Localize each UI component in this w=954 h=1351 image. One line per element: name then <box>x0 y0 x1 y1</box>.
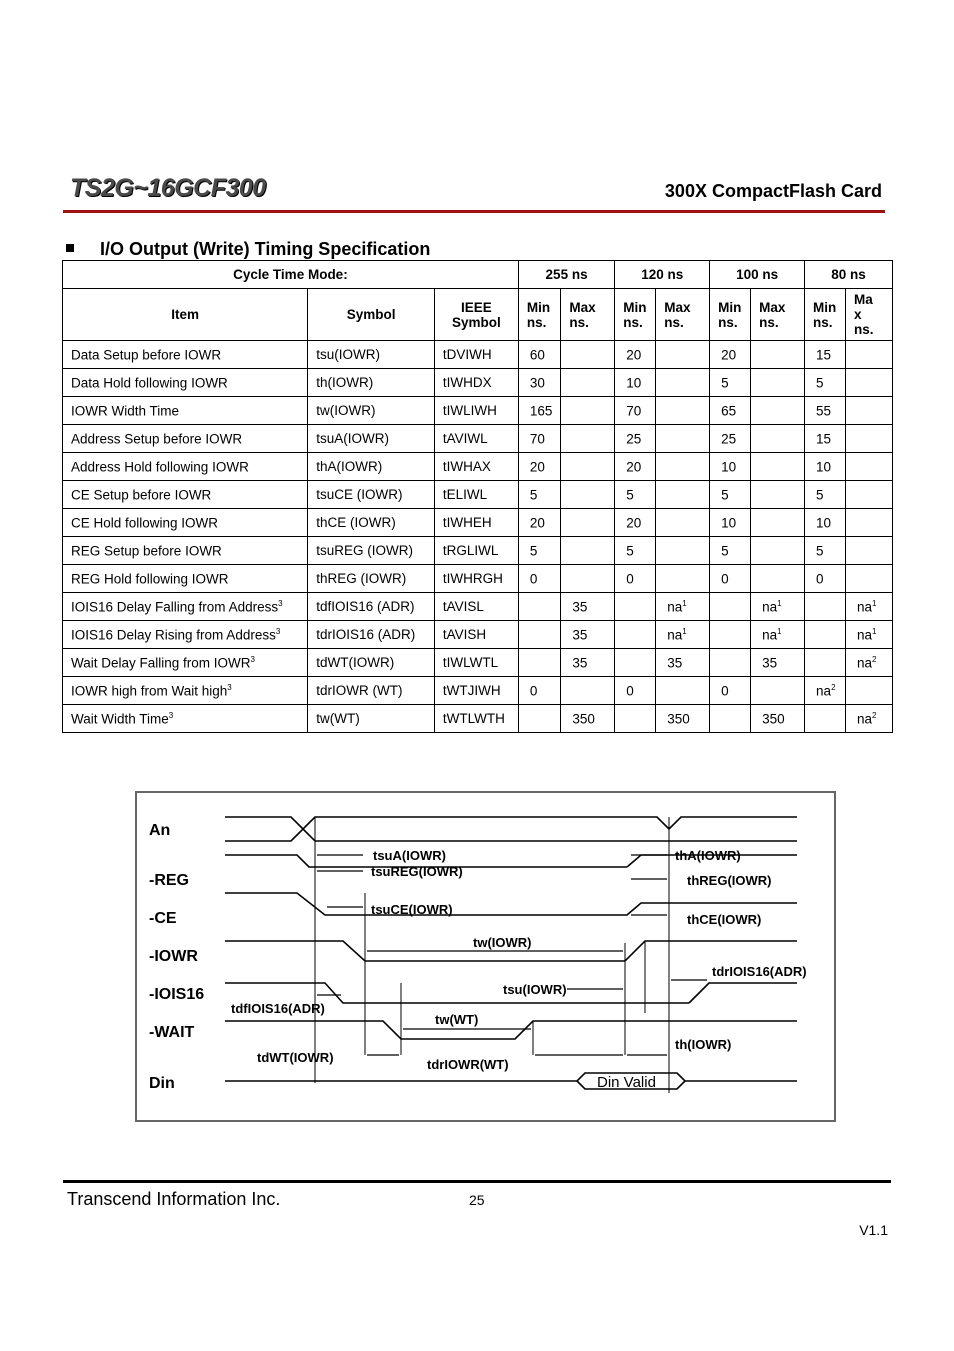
table-header-columns <box>63 289 893 341</box>
table-row <box>63 705 893 733</box>
col-symbol: Symbol <box>308 289 435 341</box>
col-max: Max ns. <box>656 289 710 341</box>
item-cell: Wait Delay Falling from IOWR$^3$ <box>63 649 308 677</box>
mode-header: 80 ns <box>805 261 893 289</box>
value-cell <box>561 453 615 481</box>
signal-an: An <box>149 822 171 839</box>
value-cell <box>518 649 561 677</box>
label-tha: thA(IOWR) <box>675 848 741 863</box>
item-cell: REG Hold following IOWR <box>63 565 308 593</box>
ieee-cell: tIWHAX <box>434 453 518 481</box>
signal-iowr: -IOWR <box>149 948 198 965</box>
value-cell: 10 <box>805 453 846 481</box>
value-cell: $na^2$ <box>846 705 893 733</box>
value-cell: 25 <box>615 425 656 453</box>
value-cell <box>561 341 615 369</box>
col-min: Min ns. <box>710 289 751 341</box>
value-cell <box>656 677 710 705</box>
value-cell: 350 <box>751 705 805 733</box>
square-bullet-icon <box>66 244 74 252</box>
table-row <box>63 537 893 565</box>
value-cell <box>561 537 615 565</box>
timing-table <box>62 260 893 733</box>
label-th-iowr: th(IOWR) <box>675 1037 732 1052</box>
value-cell: 10 <box>710 509 751 537</box>
label-tsua: tsuA(IOWR) <box>373 848 446 863</box>
value-cell <box>561 481 615 509</box>
value-cell <box>710 649 751 677</box>
value-cell: 0 <box>518 677 561 705</box>
item-cell: IOWR high from Wait high$^3$ <box>63 677 308 705</box>
value-cell: 55 <box>805 397 846 425</box>
value-cell <box>615 649 656 677</box>
value-cell: 10 <box>710 453 751 481</box>
value-cell <box>846 397 893 425</box>
value-cell <box>710 705 751 733</box>
value-cell <box>751 369 805 397</box>
label-tw-iowr: tw(IOWR) <box>473 935 532 950</box>
table-row <box>63 565 893 593</box>
value-cell <box>751 537 805 565</box>
symbol-cell: th(IOWR) <box>308 369 435 397</box>
value-cell: 35 <box>561 593 615 621</box>
ieee-cell: tIWHRGH <box>434 565 518 593</box>
symbol-cell: tsuCE (IOWR) <box>308 481 435 509</box>
value-cell <box>805 621 846 649</box>
value-cell <box>615 621 656 649</box>
col-max: Max ns. <box>751 289 805 341</box>
label-thce: thCE(IOWR) <box>687 912 762 927</box>
signal-wait: -WAIT <box>149 1024 195 1041</box>
value-cell <box>846 677 893 705</box>
value-cell: 20 <box>518 453 561 481</box>
value-cell <box>656 481 710 509</box>
symbol-cell: tdWT(IOWR) <box>308 649 435 677</box>
value-cell <box>561 397 615 425</box>
label-tdriowr: tdrIOWR(WT) <box>427 1057 509 1072</box>
signal-ce: -CE <box>149 910 177 927</box>
mode-header: 100 ns <box>710 261 805 289</box>
value-cell <box>561 369 615 397</box>
table-row <box>63 369 893 397</box>
signal-reg: -REG <box>149 872 189 889</box>
symbol-cell: tsu(IOWR) <box>308 341 435 369</box>
value-cell <box>656 537 710 565</box>
table-row <box>63 621 893 649</box>
value-cell <box>561 509 615 537</box>
page-number: 25 <box>469 1192 485 1208</box>
label-tdriois16: tdrIOIS16(ADR) <box>712 964 807 979</box>
ieee-cell: tWTJIWH <box>434 677 518 705</box>
timing-diagram <box>135 791 836 1122</box>
value-cell <box>656 453 710 481</box>
section-title: I/O Output (Write) Timing Specification <box>100 239 431 259</box>
value-cell: 0 <box>518 565 561 593</box>
value-cell: 35 <box>751 649 805 677</box>
label-tdfiois16: tdfIOIS16(ADR) <box>231 1001 325 1016</box>
value-cell <box>846 369 893 397</box>
col-item: Item <box>63 289 308 341</box>
value-cell: 350 <box>656 705 710 733</box>
value-cell <box>805 593 846 621</box>
item-cell: Data Setup before IOWR <box>63 341 308 369</box>
value-cell <box>751 565 805 593</box>
value-cell: 0 <box>615 677 656 705</box>
table-row <box>63 677 893 705</box>
value-cell <box>518 705 561 733</box>
table-row <box>63 481 893 509</box>
value-cell: 35 <box>656 649 710 677</box>
value-cell <box>518 621 561 649</box>
value-cell <box>656 509 710 537</box>
version-label: V1.1 <box>859 1222 888 1238</box>
value-cell: 65 <box>710 397 751 425</box>
ieee-cell: tIWLWTL <box>434 649 518 677</box>
ieee-cell: tIWHEH <box>434 509 518 537</box>
signal-din: Din <box>149 1075 175 1092</box>
symbol-cell: tdrIOWR (WT) <box>308 677 435 705</box>
mode-header: 120 ns <box>615 261 710 289</box>
value-cell: 70 <box>615 397 656 425</box>
value-cell <box>561 425 615 453</box>
symbol-cell: thREG (IOWR) <box>308 565 435 593</box>
value-cell: 5 <box>518 481 561 509</box>
symbol-cell: tw(IOWR) <box>308 397 435 425</box>
table-row <box>63 649 893 677</box>
value-cell <box>656 369 710 397</box>
symbol-cell: tdfIOIS16 (ADR) <box>308 593 435 621</box>
value-cell: $na^2$ <box>846 649 893 677</box>
value-cell: 35 <box>561 621 615 649</box>
table-row <box>63 509 893 537</box>
value-cell: 5 <box>710 481 751 509</box>
item-cell: Address Hold following IOWR <box>63 453 308 481</box>
label-tdwt: tdWT(IOWR) <box>257 1050 334 1065</box>
value-cell <box>656 425 710 453</box>
item-cell: IOWR Width Time <box>63 397 308 425</box>
value-cell: $na^1$ <box>751 593 805 621</box>
table-row <box>63 341 893 369</box>
signal-iois16: -IOIS16 <box>149 986 205 1003</box>
value-cell: 60 <box>518 341 561 369</box>
symbol-cell: tw(WT) <box>308 705 435 733</box>
value-cell <box>751 341 805 369</box>
company-name: Transcend Information Inc. <box>67 1189 281 1209</box>
value-cell: 20 <box>615 509 656 537</box>
label-threg: thREG(IOWR) <box>687 873 772 888</box>
ieee-cell: tIWHDX <box>434 369 518 397</box>
table-row <box>63 397 893 425</box>
value-cell: 5 <box>615 537 656 565</box>
item-cell: CE Hold following IOWR <box>63 509 308 537</box>
value-cell <box>561 677 615 705</box>
value-cell: 5 <box>710 537 751 565</box>
symbol-cell: thCE (IOWR) <box>308 509 435 537</box>
value-cell <box>846 481 893 509</box>
value-cell <box>751 453 805 481</box>
value-cell: 165 <box>518 397 561 425</box>
ieee-cell: tDVIWH <box>434 341 518 369</box>
symbol-cell: thA(IOWR) <box>308 453 435 481</box>
value-cell: 70 <box>518 425 561 453</box>
symbol-cell: tsuA(IOWR) <box>308 425 435 453</box>
value-cell: 10 <box>615 369 656 397</box>
ieee-cell: tAVIWL <box>434 425 518 453</box>
value-cell: 350 <box>561 705 615 733</box>
footer-divider <box>63 1180 891 1183</box>
item-cell: Wait Width Time$^3$ <box>63 705 308 733</box>
value-cell: $na^1$ <box>656 621 710 649</box>
value-cell <box>751 509 805 537</box>
value-cell: 5 <box>805 537 846 565</box>
value-cell <box>846 453 893 481</box>
label-tsureg: tsuREG(IOWR) <box>371 864 463 879</box>
label-tsu-iowr: tsu(IOWR) <box>503 982 567 997</box>
value-cell: 5 <box>805 369 846 397</box>
ieee-cell: tRGLIWL <box>434 537 518 565</box>
product-logo: TS2G~16GCF300 <box>70 174 266 202</box>
col-min: Min ns. <box>518 289 561 341</box>
col-min: Min ns. <box>615 289 656 341</box>
value-cell: 15 <box>805 341 846 369</box>
document-title: 300X CompactFlash Card <box>664 181 882 201</box>
value-cell: 20 <box>710 341 751 369</box>
col-min: Min ns. <box>805 289 846 341</box>
item-cell: Address Setup before IOWR <box>63 425 308 453</box>
value-cell <box>615 705 656 733</box>
value-cell: $na^2$ <box>805 677 846 705</box>
label-tsuce: tsuCE(IOWR) <box>371 902 453 917</box>
value-cell <box>751 425 805 453</box>
value-cell <box>751 677 805 705</box>
value-cell <box>656 341 710 369</box>
value-cell: 25 <box>710 425 751 453</box>
col-max: Max ns. <box>561 289 615 341</box>
value-cell: 0 <box>710 565 751 593</box>
value-cell: 20 <box>615 453 656 481</box>
value-cell: $na^1$ <box>751 621 805 649</box>
ieee-cell: tELIWL <box>434 481 518 509</box>
value-cell: 35 <box>561 649 615 677</box>
item-cell: IOIS16 Delay Falling from Address$^3$ <box>63 593 308 621</box>
value-cell: 15 <box>805 425 846 453</box>
value-cell <box>710 621 751 649</box>
symbol-cell: tdrIOIS16 (ADR) <box>308 621 435 649</box>
item-cell: REG Setup before IOWR <box>63 537 308 565</box>
table-row <box>63 593 893 621</box>
value-cell <box>846 425 893 453</box>
value-cell: 5 <box>805 481 846 509</box>
value-cell <box>846 537 893 565</box>
value-cell <box>656 397 710 425</box>
value-cell: 0 <box>615 565 656 593</box>
value-cell <box>805 705 846 733</box>
ieee-cell: tWTLWTH <box>434 705 518 733</box>
value-cell: 5 <box>710 369 751 397</box>
value-cell <box>518 593 561 621</box>
value-cell <box>656 565 710 593</box>
value-cell <box>846 565 893 593</box>
value-cell: 5 <box>518 537 561 565</box>
value-cell: 20 <box>518 509 561 537</box>
value-cell <box>751 481 805 509</box>
value-cell: 10 <box>805 509 846 537</box>
value-cell <box>846 341 893 369</box>
section-heading <box>66 239 430 260</box>
mode-header: 255 ns <box>518 261 614 289</box>
table-row <box>63 425 893 453</box>
symbol-cell: tsuREG (IOWR) <box>308 537 435 565</box>
item-cell: Data Hold following IOWR <box>63 369 308 397</box>
item-cell: CE Setup before IOWR <box>63 481 308 509</box>
cycle-mode-label: Cycle Time Mode: <box>63 261 519 289</box>
value-cell: 0 <box>805 565 846 593</box>
ieee-cell: tAVISL <box>434 593 518 621</box>
col-max: Ma x ns. <box>846 289 893 341</box>
value-cell <box>805 649 846 677</box>
value-cell <box>846 509 893 537</box>
value-cell: 5 <box>615 481 656 509</box>
value-cell: 0 <box>710 677 751 705</box>
table-header-modes <box>63 261 893 289</box>
header-divider <box>63 210 885 213</box>
value-cell <box>561 565 615 593</box>
ieee-cell: tIWLIWH <box>434 397 518 425</box>
value-cell: $na^1$ <box>846 593 893 621</box>
value-cell: 30 <box>518 369 561 397</box>
item-cell: IOIS16 Delay Rising from Address$^3$ <box>63 621 308 649</box>
value-cell <box>615 593 656 621</box>
col-ieee: IEEE Symbol <box>434 289 518 341</box>
value-cell <box>751 397 805 425</box>
value-cell <box>710 593 751 621</box>
value-cell: $na^1$ <box>656 593 710 621</box>
value-cell: 20 <box>615 341 656 369</box>
ieee-cell: tAVISH <box>434 621 518 649</box>
value-cell: $na^1$ <box>846 621 893 649</box>
label-tw-wt: tw(WT) <box>435 1012 479 1027</box>
label-din-valid: Din Valid <box>597 1074 656 1091</box>
table-row <box>63 453 893 481</box>
